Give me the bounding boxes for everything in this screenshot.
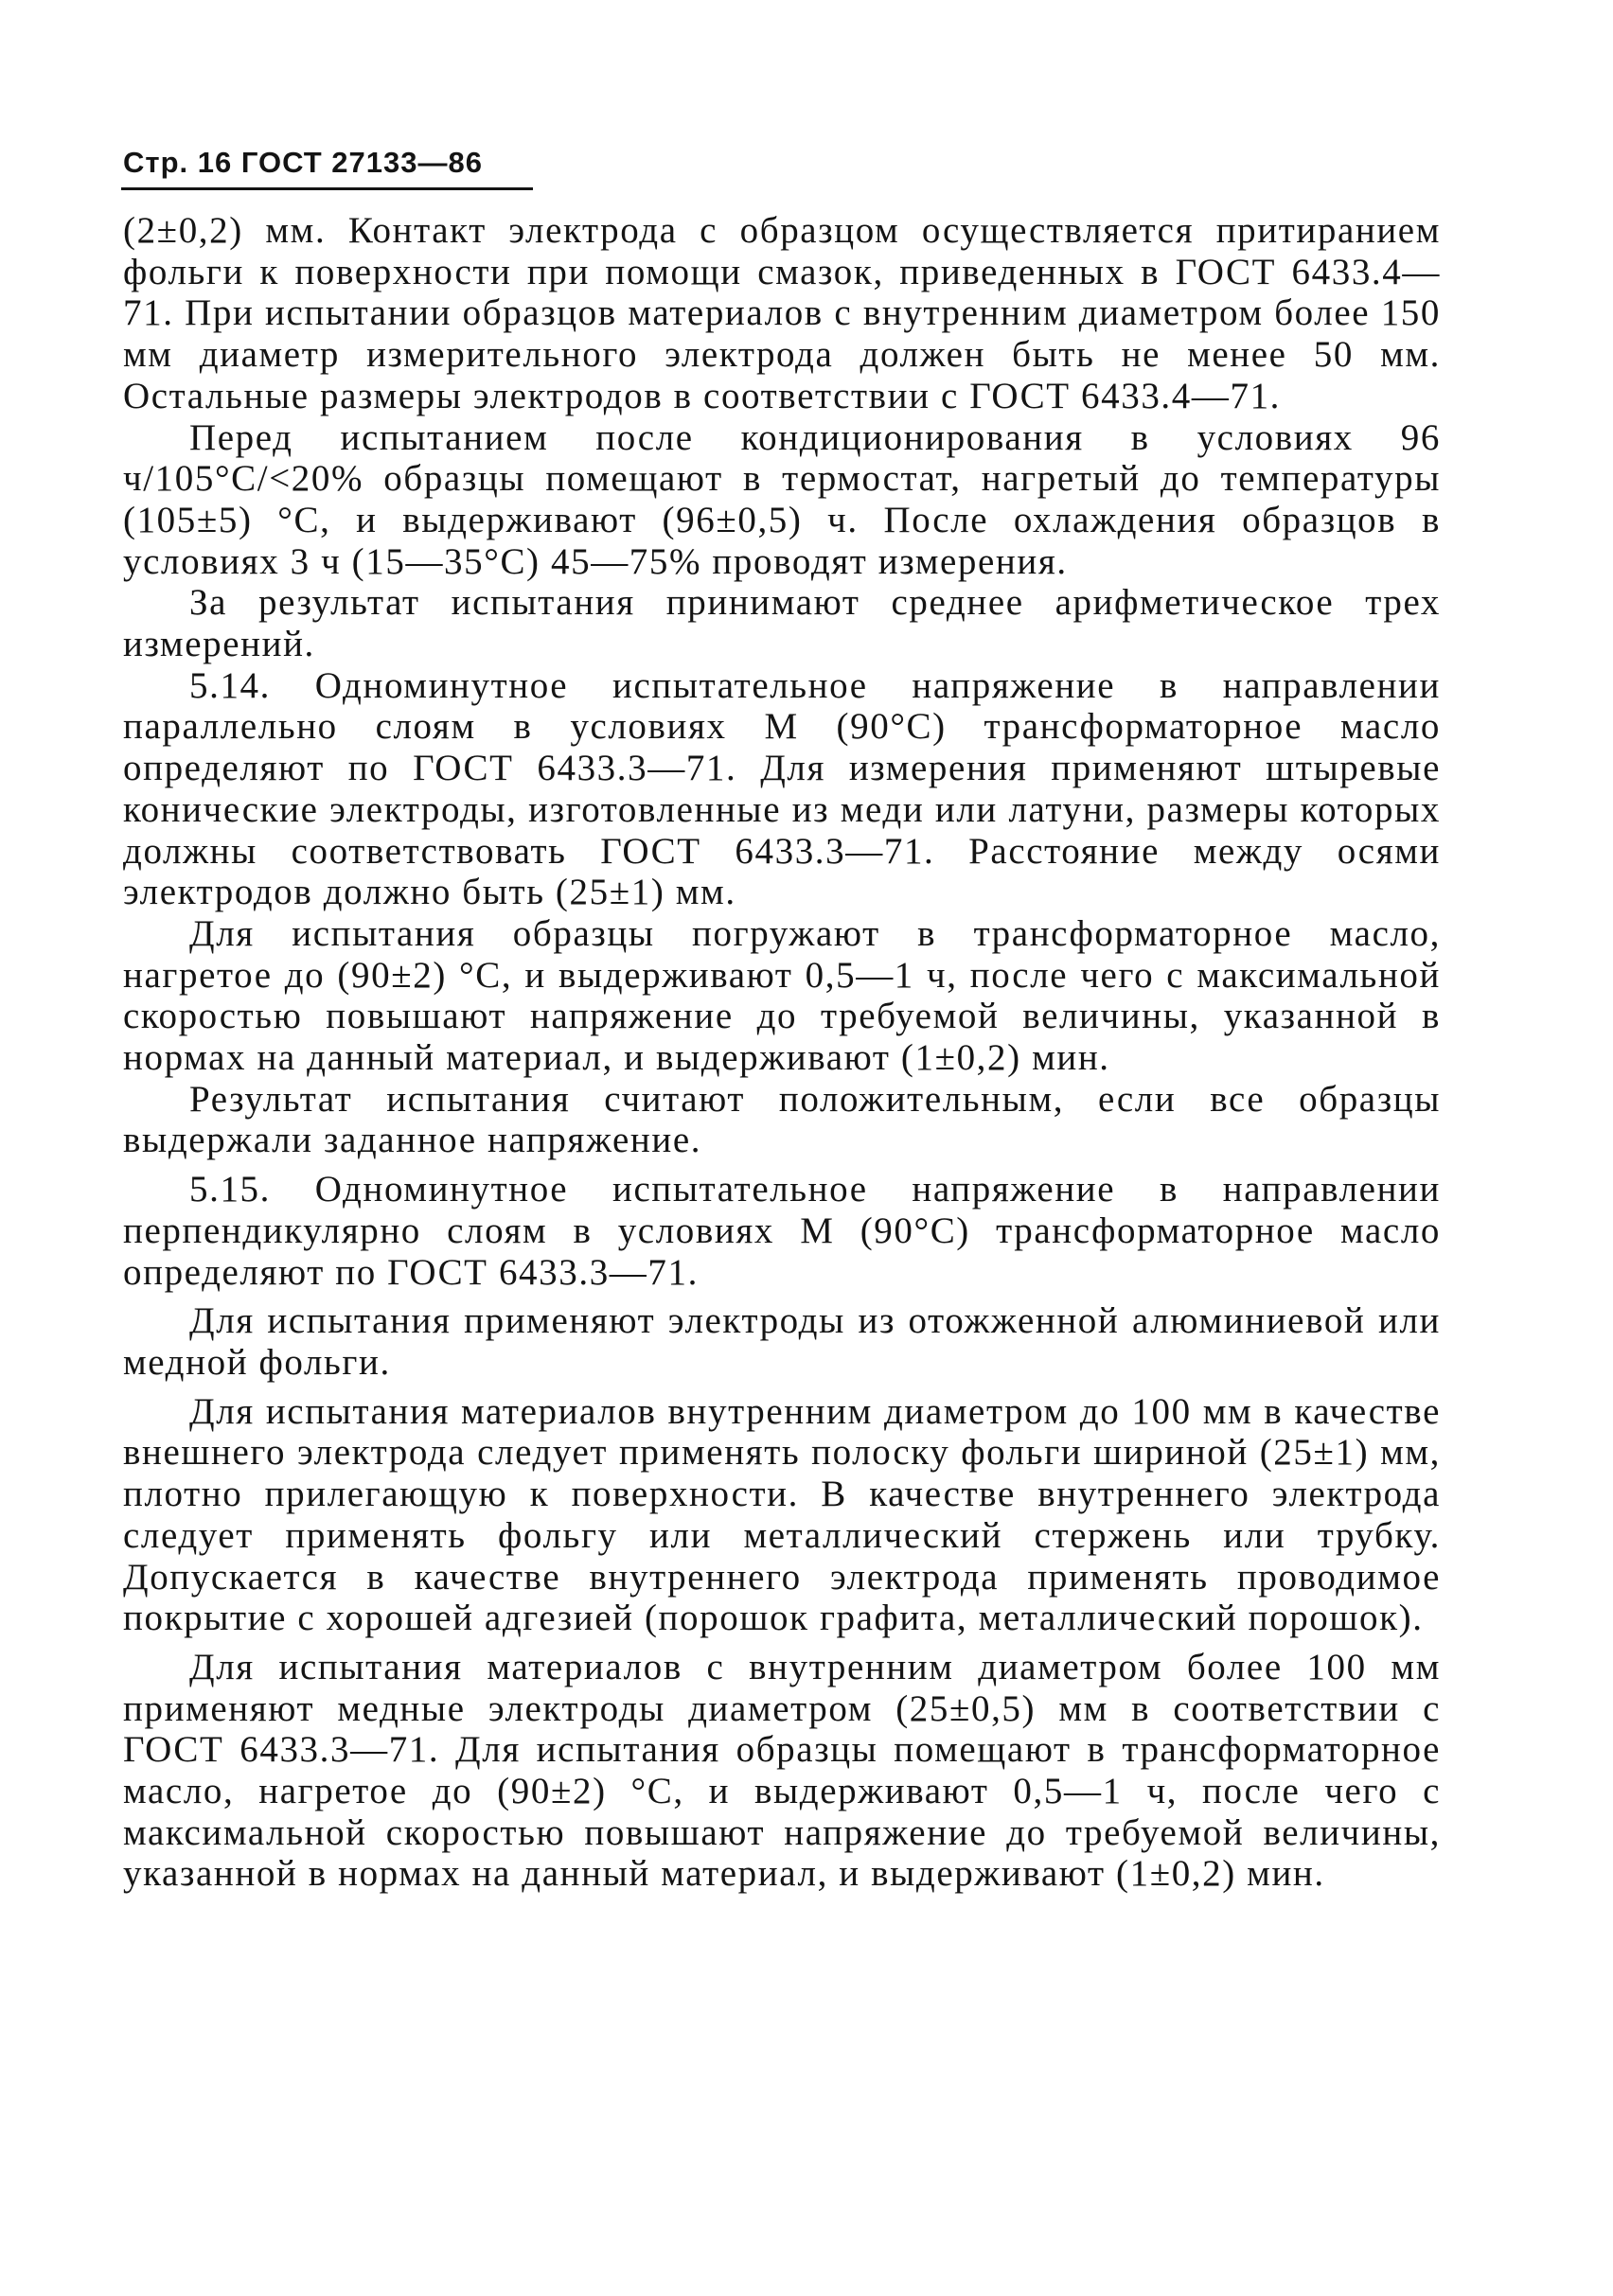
header-rule [121,187,533,190]
paragraph-section-5-15: 5.15. Одноминутное испытательное напряжение в направлении перпендикулярно слоям в условиях М (90°С) трансформаторное масло определяют по ГОСТ 6433.3—71. [123,1169,1441,1293]
paragraph-electrode-contact: (2±0,2) мм. Контакт электрода с образцом осуществляется притиранием фольги к поверхности при помощи смазок, приведенных в ГОСТ 6433.4—71. При испытании образцов материалов с внутренним диаметром более 150 мм диаметр измерительного электрода должен быть не менее 50 мм. Остальные размеры электродов в соответствии с ГОСТ 6433.4—71. [123,210,1441,416]
paragraph-result-positive: Результат испытания считают положительным, если все образцы выдержали заданное напряжение. [123,1078,1441,1161]
paragraph-inner-diameter-100: Для испытания материалов внутренним диаметром до 100 мм в качестве внешнего электрода следует применять полоску фольги шириной (25±1) мм, плотно прилегающую к поверхности. В качестве внутреннего электрода следует применять фольгу или металлический стержень или трубку. Допускается в качестве внутреннего электрода применять проводимое покрытие с хорошей адгезией (порошок графита, металлический порошок). [123,1390,1441,1639]
document-body [123,210,1441,1895]
page-header: Стр. 16 ГОСТ 27133—86 [123,146,483,179]
paragraph-oil-immersion: Для испытания образцы погружают в трансформаторное масло, нагретое до (90±2) °С, и выдерживают 0,5—1 ч, после чего с максимальной скоростью повышают напряжение до требуемой величины, указанной в нормах на данный материал, и выдерживают (1±0,2) мин. [123,912,1441,1079]
paragraph-inner-diameter-over-100: Для испытания материалов с внутренним диаметром более 100 мм применяют медные электроды диаметром (25±0,5) мм в соответствии с ГОСТ 6433.3—71. Для испытания образцы помещают в трансформаторное масло, нагретое до (90±2) °С, и выдерживают 0,5—1 ч, после чего с максимальной скоростью повышают напряжение до требуемой величины, указанной в нормах на данный материал, и выдерживают (1±0,2) мин. [123,1646,1441,1895]
paragraph-conditioning: Перед испытанием после кондиционирования в условиях 96 ч/105°С/<20% образцы помещают в термостат, нагретый до температуры (105±5) °С, и выдерживают (96±0,5) ч. После охлаждения образцов в условиях 3 ч (15—35°С) 45—75% проводят измерения. [123,416,1441,582]
paragraph-foil-electrodes: Для испытания применяют электроды из отожженной алюминиевой или медной фольги. [123,1300,1441,1383]
paragraph-section-5-14: 5.14. Одноминутное испытательное напряжение в направлении параллельно слоям в условиях М (90°С) трансформаторное масло определяют по ГОСТ 6433.3—71. Для измерения применяют штыревые конические электроды, изготовленные из меди или латуни, размеры которых должны соответствовать ГОСТ 6433.3—71. Расстояние между осями электродов должно быть (25±1) мм. [123,664,1441,913]
paragraph-result-average: За результат испытания принимают среднее арифметическое трех измерений. [123,582,1441,665]
